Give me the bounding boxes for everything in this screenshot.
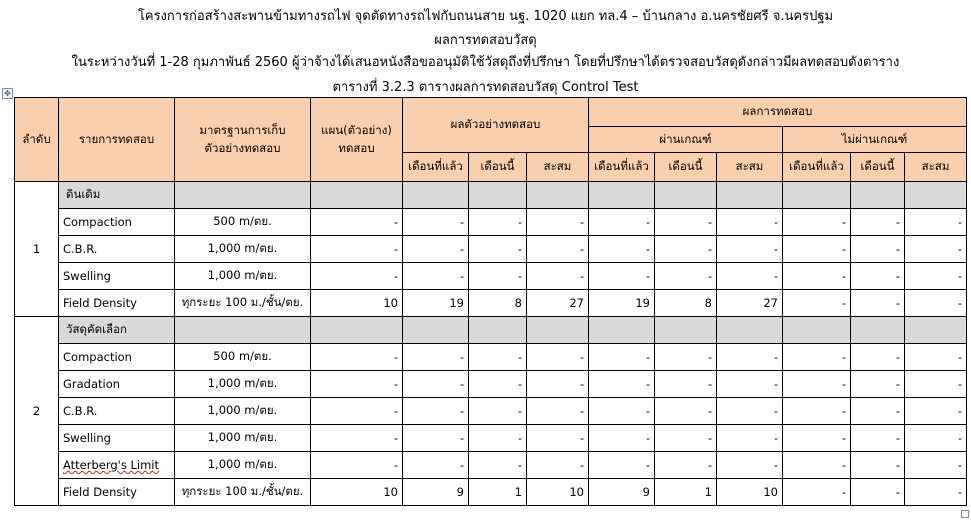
group-fill-cell (655, 182, 717, 209)
table-row (15, 263, 967, 290)
value-cell-f-cum: - (905, 263, 967, 290)
project-title: โครงการก่อสร้างสะพานข้ามทางรถไฟ จุดตัดทางรถไฟกับถนนสาย นฐ. 1020 แยก ทล.4 – บ้านกลาง อ.นครชัยศรี จ.นครปฐม (137, 9, 834, 24)
sub-header-this-month: เดือนนี้ (469, 153, 527, 182)
sub-header-last-month: เดือนที่แล้ว (403, 153, 469, 182)
resize-handle-icon[interactable] (961, 510, 969, 518)
value-cell-f-this: - (851, 371, 905, 398)
group-fill-cell (851, 317, 905, 344)
value-cell-s-last: - (403, 398, 469, 425)
value-cell-s-last: - (403, 344, 469, 371)
value-cell-s-this: - (469, 344, 527, 371)
table-row (15, 209, 967, 236)
group-fill-cell (469, 182, 527, 209)
value-cell-s-last: - (403, 452, 469, 479)
test-item (59, 398, 175, 425)
test-item-label: Field Density (63, 485, 137, 499)
header-plan: แผน(ตัวอย่าง) ทดสอบ (311, 98, 403, 182)
group-fill-cell (469, 317, 527, 344)
group-fill-cell (589, 182, 655, 209)
value-cell-p-this: 8 (655, 290, 717, 317)
table-body (15, 182, 967, 506)
table-row (15, 290, 967, 317)
value-cell-s-this: - (469, 236, 527, 263)
value-cell-p-this: - (655, 263, 717, 290)
value-cell-s-cum: - (527, 371, 589, 398)
table-row (15, 371, 967, 398)
value-cell-f-cum: - (905, 371, 967, 398)
value-cell-f-last: - (783, 263, 851, 290)
value-cell-p-cum: - (717, 263, 783, 290)
test-item (59, 371, 175, 398)
value-cell-p-cum: - (717, 425, 783, 452)
value-cell-f-this: - (851, 452, 905, 479)
header-fail: ไม่ผ่านเกณฑ์ (783, 127, 967, 153)
group-fill-cell (655, 317, 717, 344)
value-cell-s-last: - (403, 263, 469, 290)
value-cell-p-cum: - (717, 344, 783, 371)
value-cell-p-this: - (655, 371, 717, 398)
sub-header-last-month: เดือนที่แล้ว (783, 153, 851, 182)
table-row (15, 452, 967, 479)
table-row (15, 425, 967, 452)
test-item (59, 290, 175, 317)
group-fill-cell (905, 182, 967, 209)
value-cell-p-last: - (589, 425, 655, 452)
sampling-standard: 500 m/ตย. (175, 209, 311, 236)
value-cell-p-cum: 27 (717, 290, 783, 317)
value-cell-f-last: - (783, 236, 851, 263)
group-fill-cell (905, 317, 967, 344)
test-item-label: Compaction (63, 215, 132, 229)
test-item (59, 263, 175, 290)
header-item: รายการทดสอบ (59, 98, 175, 182)
sub-header-cumulative: สะสม (717, 153, 783, 182)
value-cell-f-cum: - (905, 479, 967, 506)
value-cell-s-this: - (469, 398, 527, 425)
value-cell-f-this: - (851, 398, 905, 425)
value-cell-p-last: - (589, 452, 655, 479)
value-cell-p-this: - (655, 209, 717, 236)
group-name: วัสดุคัดเลือก (59, 317, 175, 344)
value-cell-f-last: - (783, 398, 851, 425)
value-cell-f-cum: - (905, 290, 967, 317)
table-row (15, 479, 967, 506)
value-cell-f-this: - (851, 290, 905, 317)
value-cell-f-cum: - (905, 425, 967, 452)
value-cell-p-cum: 10 (717, 479, 783, 506)
value-cell-p-last: - (589, 371, 655, 398)
value-cell-p-this: - (655, 236, 717, 263)
sub-header-cumulative: สะสม (905, 153, 967, 182)
table-row (15, 236, 967, 263)
group-row (15, 182, 967, 209)
value-cell-p-this: - (655, 344, 717, 371)
value-cell-p-this: - (655, 398, 717, 425)
sampling-standard: 1,000 m/ตย. (175, 425, 311, 452)
test-item-label: Swelling (63, 431, 111, 445)
value-cell-plan: - (311, 344, 403, 371)
group-fill-cell (783, 317, 851, 344)
sampling-standard: 1,000 m/ตย. (175, 236, 311, 263)
header-results: ผลการทดสอบ (589, 98, 967, 127)
sub-header-this-month: เดือนนี้ (655, 153, 717, 182)
value-cell-f-cum: - (905, 344, 967, 371)
value-cell-p-this: 1 (655, 479, 717, 506)
value-cell-p-last: - (589, 209, 655, 236)
section-title: ผลการทดสอบวัสดุ (434, 33, 537, 48)
value-cell-f-this: - (851, 425, 905, 452)
control-test-table (14, 97, 967, 506)
value-cell-f-last: - (783, 209, 851, 236)
value-cell-s-this: - (469, 263, 527, 290)
group-fill-cell (851, 182, 905, 209)
test-item (59, 452, 175, 479)
sub-header-last-month: เดือนที่แล้ว (589, 153, 655, 182)
value-cell-s-this: 8 (469, 290, 527, 317)
value-cell-f-last: - (783, 371, 851, 398)
table-row (15, 344, 967, 371)
value-cell-p-cum: - (717, 398, 783, 425)
test-item-label: C.B.R. (63, 404, 98, 418)
sampling-standard: 1,000 m/ตย. (175, 452, 311, 479)
value-cell-p-this: - (655, 452, 717, 479)
header-seq: ลำดับ (15, 98, 59, 182)
value-cell-f-this: - (851, 344, 905, 371)
value-cell-s-cum: - (527, 344, 589, 371)
value-cell-s-cum: - (527, 398, 589, 425)
value-cell-p-last: - (589, 344, 655, 371)
test-item (59, 209, 175, 236)
value-cell-p-last: 9 (589, 479, 655, 506)
value-cell-f-last: - (783, 425, 851, 452)
value-cell-f-last: - (783, 290, 851, 317)
value-cell-plan: - (311, 452, 403, 479)
value-cell-p-last: 19 (589, 290, 655, 317)
value-cell-p-this: - (655, 425, 717, 452)
sampling-standard: 1,000 m/ตย. (175, 398, 311, 425)
value-cell-p-last: - (589, 398, 655, 425)
value-cell-s-last: 9 (403, 479, 469, 506)
value-cell-s-last: - (403, 209, 469, 236)
header-samples: ผลตัวอย่างทดสอบ (403, 98, 589, 153)
value-cell-p-cum: - (717, 209, 783, 236)
value-cell-s-this: - (469, 209, 527, 236)
value-cell-plan: - (311, 209, 403, 236)
sampling-standard: 1,000 m/ตย. (175, 371, 311, 398)
value-cell-p-cum: - (717, 452, 783, 479)
value-cell-s-cum: - (527, 452, 589, 479)
group-fill-cell (175, 182, 311, 209)
group-fill-cell (403, 317, 469, 344)
value-cell-s-cum: - (527, 236, 589, 263)
group-fill-cell (783, 182, 851, 209)
group-fill-cell (527, 182, 589, 209)
value-cell-f-cum: - (905, 236, 967, 263)
sub-header-cumulative: สะสม (527, 153, 589, 182)
group-fill-cell (311, 317, 403, 344)
test-item (59, 344, 175, 371)
test-item (59, 236, 175, 263)
value-cell-s-cum: 10 (527, 479, 589, 506)
value-cell-f-this: - (851, 263, 905, 290)
group-fill-cell (717, 317, 783, 344)
group-number: 1 (15, 182, 59, 317)
value-cell-f-this: - (851, 479, 905, 506)
value-cell-f-last: - (783, 344, 851, 371)
sampling-standard: 500 m/ตย. (175, 344, 311, 371)
test-item (59, 479, 175, 506)
value-cell-s-this: - (469, 371, 527, 398)
sub-header-this-month: เดือนนี้ (851, 153, 905, 182)
value-cell-plan: 10 (311, 479, 403, 506)
value-cell-plan: - (311, 371, 403, 398)
test-item-label: Gradation (63, 377, 121, 391)
value-cell-s-this: - (469, 452, 527, 479)
value-cell-s-cum: - (527, 209, 589, 236)
group-fill-cell (717, 182, 783, 209)
test-item-label: Swelling (63, 269, 111, 283)
value-cell-p-cum: - (717, 236, 783, 263)
group-fill-cell (311, 182, 403, 209)
group-fill-cell (403, 182, 469, 209)
table-caption: ตารางที่ 3.2.3 ตารางผลการทดสอบวัสดุ Control Test (332, 80, 639, 95)
period-description: ในระหว่างวันที่ 1-28 กุมภาพันธ์ 2560 ผู้ว่าจ้างได้เสนอหนังสือขออนุมัติใช้วัสดุถึงที่ปรึกษา โดยที่ปรึกษาได้ตรวจสอบวัสดุดังกล่าวมีผลทดสอบดังตาราง (71, 55, 900, 70)
test-item-label: Atterberg's Limit (63, 458, 160, 472)
header-standard: มาตรฐานการเก็บ ตัวอย่างทดสอบ (175, 98, 311, 182)
table-row (15, 398, 967, 425)
value-cell-plan: - (311, 263, 403, 290)
sampling-standard: 1,000 m/ตย. (175, 263, 311, 290)
value-cell-plan: - (311, 236, 403, 263)
value-cell-f-this: - (851, 236, 905, 263)
sampling-standard: ทุกระยะ 100 ม./ชั้น/ตย. (175, 290, 311, 317)
value-cell-plan: - (311, 398, 403, 425)
value-cell-p-last: - (589, 236, 655, 263)
header-pass: ผ่านเกณฑ์ (589, 127, 783, 153)
test-item-label: Compaction (63, 350, 132, 364)
group-fill-cell (527, 317, 589, 344)
sampling-standard: ทุกระยะ 100 ม./ชั้น/ตย. (175, 479, 311, 506)
value-cell-plan: 10 (311, 290, 403, 317)
value-cell-f-last: - (783, 479, 851, 506)
group-fill-cell (175, 317, 311, 344)
value-cell-f-last: - (783, 452, 851, 479)
test-item (59, 425, 175, 452)
value-cell-f-cum: - (905, 398, 967, 425)
group-fill-cell (589, 317, 655, 344)
value-cell-plan: - (311, 425, 403, 452)
group-row (15, 317, 967, 344)
move-handle-icon[interactable]: ✥ (2, 88, 13, 99)
value-cell-s-last: - (403, 236, 469, 263)
value-cell-f-cum: - (905, 452, 967, 479)
value-cell-p-cum: - (717, 371, 783, 398)
value-cell-s-last: 19 (403, 290, 469, 317)
value-cell-f-this: - (851, 209, 905, 236)
value-cell-s-cum: 27 (527, 290, 589, 317)
group-name: ดินเดิม (59, 182, 175, 209)
value-cell-p-last: - (589, 263, 655, 290)
test-item-label: Field Density (63, 296, 137, 310)
value-cell-f-cum: - (905, 209, 967, 236)
value-cell-s-this: - (469, 425, 527, 452)
value-cell-s-cum: - (527, 263, 589, 290)
value-cell-s-last: - (403, 425, 469, 452)
value-cell-s-cum: - (527, 425, 589, 452)
group-number: 2 (15, 317, 59, 506)
value-cell-s-this: 1 (469, 479, 527, 506)
value-cell-s-last: - (403, 371, 469, 398)
test-item-label: C.B.R. (63, 242, 98, 256)
